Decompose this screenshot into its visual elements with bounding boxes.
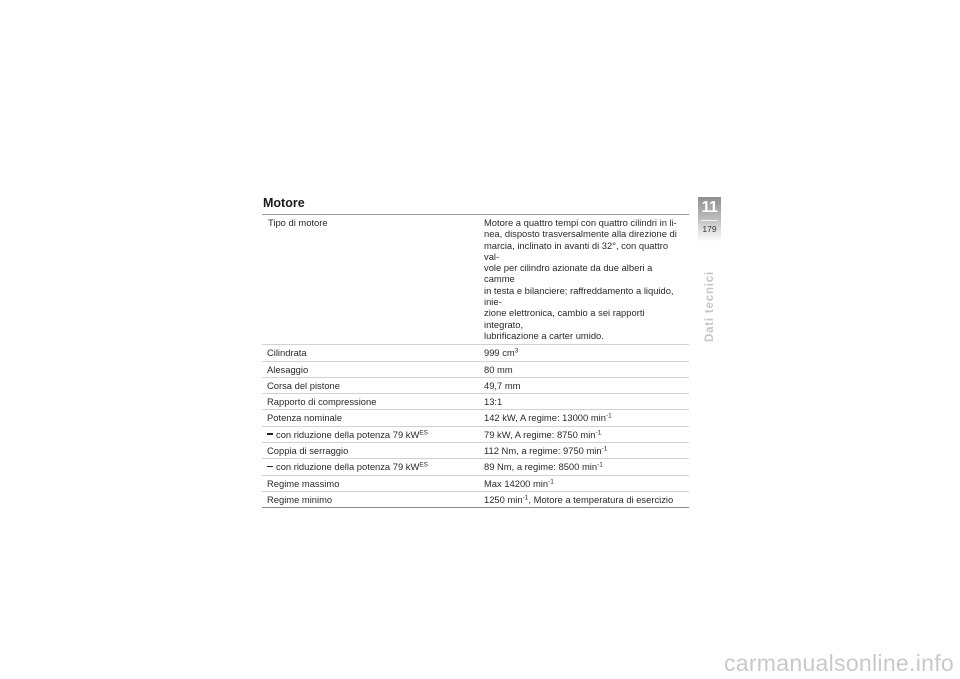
chapter-tab (698, 197, 721, 242)
spec-row-compression-ratio (262, 394, 689, 410)
spec-row-rated-power (262, 410, 689, 426)
spec-label: Cilindrata (267, 347, 307, 359)
spec-label: Rapporto di compressione (267, 396, 377, 408)
spec-value (475, 491, 689, 507)
spec-value (475, 426, 689, 442)
spec-row-stroke (262, 377, 689, 393)
spec-value-superscript: 3 (514, 347, 519, 355)
spec-value (475, 475, 689, 491)
spec-value-text: 142 kW, A regime: 13000 min (484, 412, 606, 424)
spec-value-line: vole per cilindro azionate da due alberi a camme (484, 262, 653, 285)
spec-value (475, 215, 689, 345)
spec-value: 13:1 (484, 396, 503, 408)
spec-value-superscript: -1 (605, 412, 612, 420)
spec-value-suffix: , Motore a temperatura di esercizio (528, 493, 674, 505)
spec-value-line: marcia, inclinato in avanti di 32°, con quattro val- (484, 239, 669, 262)
spec-label-text: con riduzione della potenza 79 kW (276, 428, 420, 440)
spec-value-text: 89 Nm, a regime: 8500 min (484, 461, 598, 473)
spec-value-superscript: -1 (522, 494, 529, 502)
spec-value-superscript: -1 (597, 461, 603, 469)
spec-value-text: 79 kW, A regime: 8750 min (484, 428, 596, 440)
spec-row-reduced-torque (262, 459, 689, 475)
chapter-divider (701, 220, 718, 221)
spec-row-torque (262, 443, 689, 459)
spec-label: Potenza nominale (267, 412, 343, 424)
spec-label (262, 426, 475, 442)
spec-row-reduced-power (262, 426, 689, 442)
spec-label: Regime minimo (267, 493, 333, 505)
country-code-superscript: ES (419, 461, 428, 469)
watermark: carmanualsonline.info (723, 650, 954, 676)
spec-value-superscript: -1 (548, 478, 554, 486)
engine-spec-table (262, 214, 689, 508)
spec-value (475, 459, 689, 475)
spec-value (475, 345, 689, 361)
spec-value-line: zione elettronica, cambio a sei rapporti integrato, (484, 307, 645, 330)
chapter-side-label: Dati tecnici (704, 271, 716, 342)
spec-label: Corsa del pistone (267, 379, 340, 391)
spec-value: 49,7 mm (484, 379, 521, 391)
dash-bullet-icon (267, 466, 273, 467)
spec-value-text: 999 cm (484, 347, 515, 359)
page-number: 179 (702, 224, 717, 234)
spec-label: Regime massimo (267, 477, 340, 489)
spec-label-text: con riduzione della potenza 79 kW (276, 461, 420, 473)
chapter-number: 11 (701, 199, 718, 216)
spec-label: Tipo di motore (268, 217, 328, 228)
spec-value (475, 443, 689, 459)
spec-value-line: Motore a quattro tempi con quattro cilindri in li- (484, 217, 677, 228)
spec-label (262, 459, 475, 475)
spec-value-text: 1250 min (484, 493, 523, 505)
spec-value-line: lubrificazione a carter umido. (484, 329, 604, 341)
spec-label: Alesaggio (267, 363, 309, 375)
dash-bullet-icon (267, 433, 273, 434)
spec-value: 80 mm (484, 363, 513, 375)
section-title: Motore (263, 196, 305, 210)
spec-row-engine-type (262, 215, 689, 345)
spec-row-bore (262, 361, 689, 377)
country-code-superscript: ES (419, 429, 428, 437)
spec-row-max-rpm (262, 475, 689, 491)
spec-value-superscript: -1 (601, 445, 608, 453)
spec-label: Coppia di serraggio (267, 445, 349, 457)
spec-row-displacement (262, 345, 689, 361)
spec-row-idle-rpm (262, 491, 689, 507)
spec-value-text: 112 Nm, a regime: 9750 min (484, 445, 602, 457)
spec-value-line: in testa e bilanciere; raffreddamento a liquido, inie- (484, 284, 674, 308)
spec-value (475, 410, 689, 426)
spec-value-line: nea, disposto trasversalmente alla direzione di (484, 228, 677, 240)
spec-value-superscript: -1 (595, 429, 602, 437)
spec-value-text: Max 14200 min (484, 477, 549, 489)
